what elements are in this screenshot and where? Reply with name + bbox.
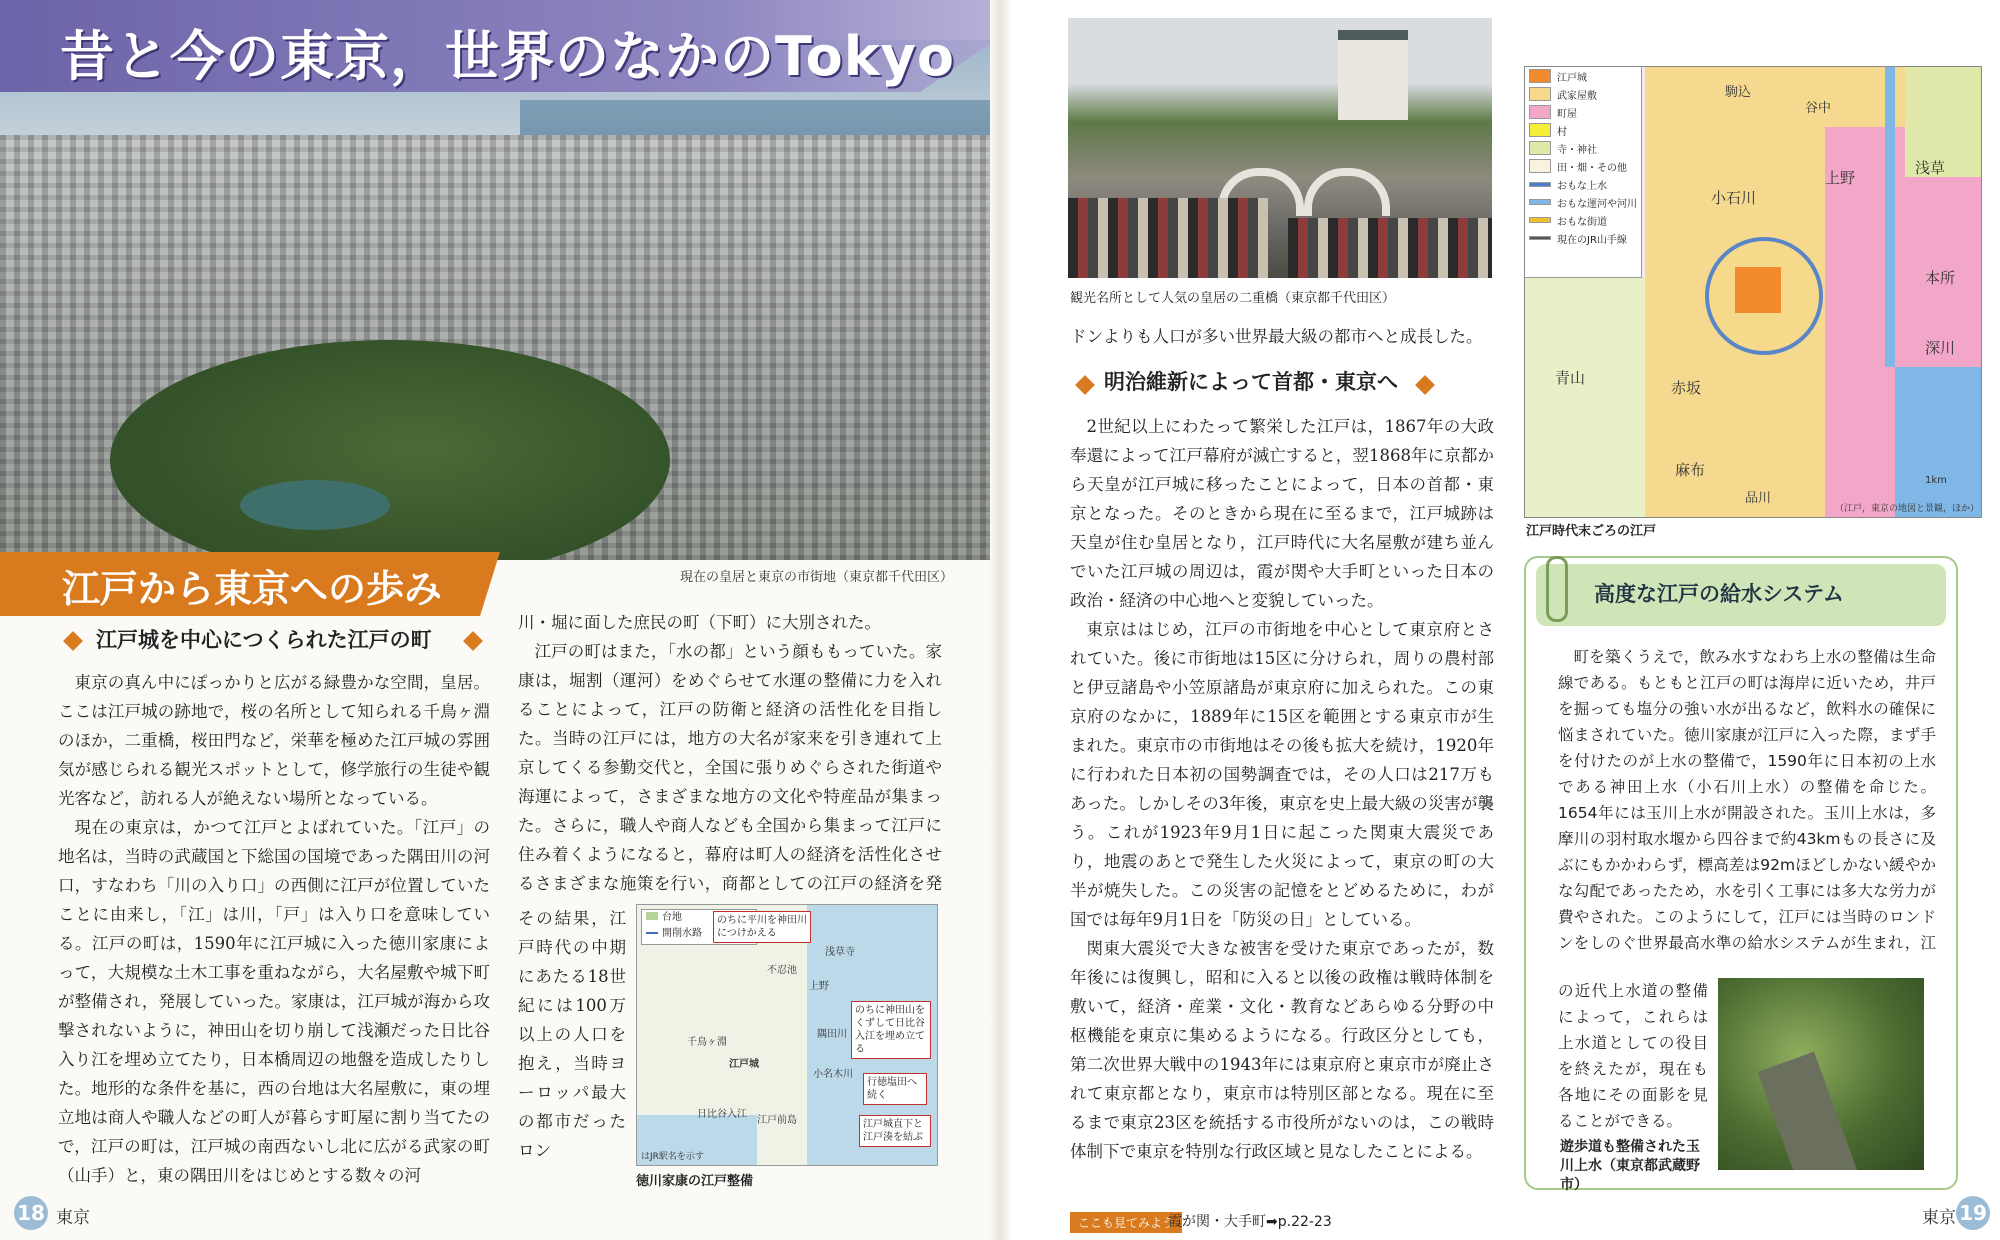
map-source: はJR駅名を示す: [641, 1152, 704, 1162]
water-supply-text: [1558, 644, 1936, 956]
legend-label: おもな運河や河川: [1557, 198, 1637, 210]
continuation-line: [1070, 322, 1510, 351]
map-note: 江戸城直下と江戸湊を結ぶ: [859, 1115, 931, 1147]
legend-label: 田・畑・その他: [1557, 162, 1627, 174]
map-legend: [1525, 67, 1642, 278]
map-place: 駒込: [1725, 85, 1752, 100]
bridge-arch: [1304, 168, 1390, 216]
paragraph: 川・堀に面した庶民の町（下町）に大別された。: [518, 613, 881, 632]
map-scale: 1km: [1925, 475, 1947, 486]
footer-label: 東京: [56, 1208, 90, 1228]
map-place: 品川: [1745, 491, 1772, 506]
canal-water: [1758, 1052, 1859, 1170]
canal-photo-caption: 遊歩道も整備された玉川上水（東京都武蔵野市）: [1560, 1139, 1700, 1193]
legend-row: [1525, 85, 1641, 103]
edo-map-caption: 徳川家康の江戸整備: [636, 1174, 754, 1189]
legend-row: [1525, 229, 1641, 247]
legend-row: [1525, 67, 1641, 85]
map-bay: [1895, 367, 1981, 517]
see-also-badge: ここも見てみよう: [1070, 1212, 1182, 1233]
paragraph: ドンよりも人口が多い世界最大級の都市へと成長した。: [1070, 327, 1483, 346]
legend-label: 江戸城: [1557, 72, 1587, 84]
crowd: [1288, 218, 1492, 278]
map-note: のちに平川を神田川につけかえる: [713, 911, 811, 943]
castle-tower: [1338, 30, 1408, 120]
paragraph: 東京の真ん中にぽっかりと広がる緑豊かな空間，皇居。ここは江戸城の跡地で，桜の名所として知られる千鳥ヶ淵のほか，二重橋，桜田門など，栄華を極めた江戸城の雰囲気が感じられる観光スポットとして，修学旅行の生徒や観光客など，訪れる人が絶えない場所となっている。: [58, 673, 490, 808]
map-place: 上野: [809, 981, 829, 992]
water-supply-text-narrow: [1558, 978, 1708, 1134]
paragraph: 現在の東京は，かつて江戸とよばれていた。「江戸」の地名は，当時の武蔵国と下総国の国境であった隅田川の河口，すなわち「川の入り口」の西側に江戸が位置していたことに由来し，「江」は川，「戸」は入り口を意味している。江戸の町は，1590年に江戸城に入った徳川家康によって，大規模な土木工事を重ねながら，大名屋敷や城下町が整備され，発展していった。家康は，江戸城が海から攻撃されないように，神田山を切り崩して浅瀬だった日比谷入り江を埋め立てたり，日本橋周辺の地盤を造成したりした。地形的な条件を基に，西の台地は大名屋敷に，東の埋立地は商人や職人などの町人が暮らす町屋に割り当てたので，江戸の町は，江戸城の南西ないし北に広がる武家の町（山手）と，東の隅田川をはじめとする数々の河: [58, 818, 490, 1185]
paragraph: 2世紀以上にわたって繁栄した江戸は，1867年の大政奉還によって江戸幕府が滅亡すると，翌1868年に京都から天皇が江戸城に移ったことによって，日本の首都・東京となった。そのときから現在に至るまで，江戸城跡は天皇が住む皇居となり，江戸時代に大名屋敷が建ち並んでいた江戸城の周辺は，霞が関や大手町といった日本の政治・経済の中心地へと変貌していった。: [1070, 417, 1494, 610]
diamond-icon: [63, 631, 83, 651]
legend-row: [1525, 103, 1641, 121]
map-place: 隅田川: [817, 1029, 847, 1040]
paragraph: 関東大震災で大きな被害を受けた東京であったが，数年後には復興し，昭和に入ると以後の政権は戦時体制を敷いて，経済・産業・文化・教育などあらゆる分野の中枢機能を東京に集めるようになる。行政区分としても，第二次世界大戦中の1943年には東京府と東京市が廃止されて東京都となり，東京市は特別区部となる。現在に至るまで東京23区を統括する市役所がないのは，この戦時体制下で東京を特別な行政区域と見なしたことによる。: [1070, 939, 1494, 1161]
legend-row: [1525, 139, 1641, 157]
legend-label: 武家屋敷: [1557, 90, 1597, 102]
map-note: 行徳塩田へ続く: [863, 1073, 927, 1105]
crowd: [1068, 198, 1268, 278]
legend-label: 村: [1557, 126, 1567, 138]
legend-row: [1525, 121, 1641, 139]
water-supply-title: 高度な江戸の給水システム: [1594, 582, 1844, 606]
legend-label: 寺・神社: [1557, 144, 1597, 156]
subhead-meiji: 明治維新によって首都・東京へ: [1104, 370, 1398, 394]
bridge-photo-caption: 観光名所として人気の皇居の二重橋（東京都千代田区）: [1070, 291, 1396, 306]
map-place: 江戸前島: [757, 1115, 797, 1126]
map-place: 不忍池: [767, 965, 797, 976]
legend-label: 町屋: [1557, 108, 1577, 120]
map-place: 浅草: [1915, 159, 1946, 177]
paperclip-icon: [1546, 556, 1568, 622]
paragraph: その結果，江戸時代の中期にあたる18世紀には100万以上の人口を抱え，当時ヨーロッパ最大の都市だったロン: [518, 909, 626, 1160]
legend-land: 台地: [662, 912, 682, 923]
aerial-photo-caption: 現在の皇居と東京の市街地（東京都千代田区）: [680, 570, 954, 585]
column-2-top: [518, 608, 942, 898]
map-place: 浅草寺: [825, 947, 855, 958]
legend-canal: 開削水路: [662, 928, 702, 939]
page-number: 19: [1956, 1196, 1990, 1230]
legend-row: [1525, 211, 1641, 229]
map-place: 麻布: [1675, 461, 1706, 479]
diamond-icon: [463, 631, 483, 651]
see-also-link[interactable]: 霞が関・大手町➡p.22-23: [1168, 1214, 1332, 1230]
footer-label: 東京: [1922, 1208, 1956, 1228]
map-place: 本所: [1925, 269, 1956, 287]
legend-row: [1525, 193, 1641, 211]
map-place: 日比谷入江: [697, 1109, 747, 1120]
page-number: 18: [14, 1196, 48, 1230]
diamond-icon: [1415, 375, 1435, 395]
paragraph: 町を築くうえで，飲み水すなわち上水の整備は生命線である。もともと江戸の町は海岸に近いため，井戸を掘っても塩分の強い水が出るなど，飲料水の確保に悩まされていた。徳川家康が江戸に入った際，まず手を付けたのが上水の整備で，1590年に日本初の上水である神田上水（小石川上水）の整備を命じた。1654年には玉川上水が開設された。玉川上水は，多摩川の羽村取水堰から四谷まで約43kmもの長さに及ぶにもかかわらず，標高差は92mほどしかない緩やかな勾配であったため，水を引く工事には多大な労力が費やされた。このようにして，江戸には当時のロンドンをしのぐ世界最高水準の給水システムが生まれ，江: [1558, 648, 1936, 952]
map-place: 千鳥ヶ淵: [687, 1037, 727, 1048]
legend-label: 現在のJR山手線: [1557, 234, 1627, 246]
photo-nijubashi-bridge: [1068, 18, 1492, 278]
map-note: のちに神田山をくずして日比谷入江を埋め立てる: [851, 1001, 931, 1059]
meiji-column: [1070, 412, 1494, 1188]
section-header: 江戸から東京への歩み: [62, 567, 443, 611]
map-river: [1885, 67, 1895, 367]
edo-late-period-map: [1524, 66, 1982, 518]
map-place: 赤坂: [1671, 379, 1702, 397]
legend-label: おもな街道: [1557, 216, 1607, 228]
diamond-icon: [1075, 375, 1095, 395]
book-gutter: [990, 0, 1010, 1240]
paragraph: の近代上水道の整備によって，これらは上水道としての役目を終えたが，現在も各地にその面影を見ることができる。: [1558, 982, 1708, 1130]
big-map-caption: 江戸時代末ごろの江戸: [1526, 524, 1657, 539]
photo-tamagawa-canal: [1718, 978, 1924, 1170]
paragraph: 東京ははじめ，江戸の市街地を中心として東京府とされていた。後に市街地は15区に分けられ，周りの農村部と伊豆諸島や小笠原諸島が東京府に加えられた。この東京府のなかに，1889年に15区を範囲とする東京市が生まれた。東京市の市街地はその後も拡大を続け，1920年に行われた日本初の国勢調査では，その人口は217万もあった。しかしその3年後，東京を史上最大級の災害が襲う。これが1923年9月1日に起こった関東大震災であり，地震のあとで発生した火災によって，東京の町の大半が焼失した。この災害の記憶をとどめるために，わが国では毎年9月1日を「防災の日」としている。: [1070, 620, 1494, 929]
column-1: [58, 668, 490, 1198]
subhead-edo-castle: 江戸城を中心につくられた江戸の町: [96, 628, 432, 652]
map-place: 江戸城: [729, 1059, 759, 1070]
aerial-photo-imperial-palace: [0, 40, 1000, 560]
page-title: 昔と今の東京，世界のなかのTokyo: [60, 25, 955, 88]
legend-row: [1525, 175, 1641, 193]
map-place: 小石川: [1711, 189, 1757, 207]
map-place: 小名木川: [813, 1069, 853, 1080]
map-edo-castle: [1735, 267, 1781, 313]
map-place: 深川: [1925, 339, 1956, 357]
paragraph: 江戸の町はまた，「水の都」という顔ももっていた。家康は，堀割（運河）をめぐらせて水運の整備に力を入れることによって，江戸の防衛と経済の活性化を目指した。当時の江戸には，地方の大名が家来を引き連れて上京してくる参勤交代と，全国に張りめぐらされた街道や海運によって，さまざまな地方の文化や特産品が集まった。さらに，職人や商人なども全国から集まって江戸に住み着くようになると，幕府は町人の経済を活性化させるさまざまな施策を行い，商都としての江戸の経済を発: [518, 642, 942, 893]
map-place: 谷中: [1805, 101, 1832, 116]
map-source: （江戸，東京の地図と景観，ほか）: [1835, 504, 1980, 514]
legend-row: [1525, 157, 1641, 175]
edo-development-map: [636, 904, 938, 1166]
map-field-area: [1525, 277, 1645, 517]
map-place: 上野: [1825, 169, 1856, 187]
legend-label: おもな上水: [1557, 180, 1607, 192]
map-place: 青山: [1555, 369, 1586, 387]
column-2-narrow: [518, 904, 626, 1194]
